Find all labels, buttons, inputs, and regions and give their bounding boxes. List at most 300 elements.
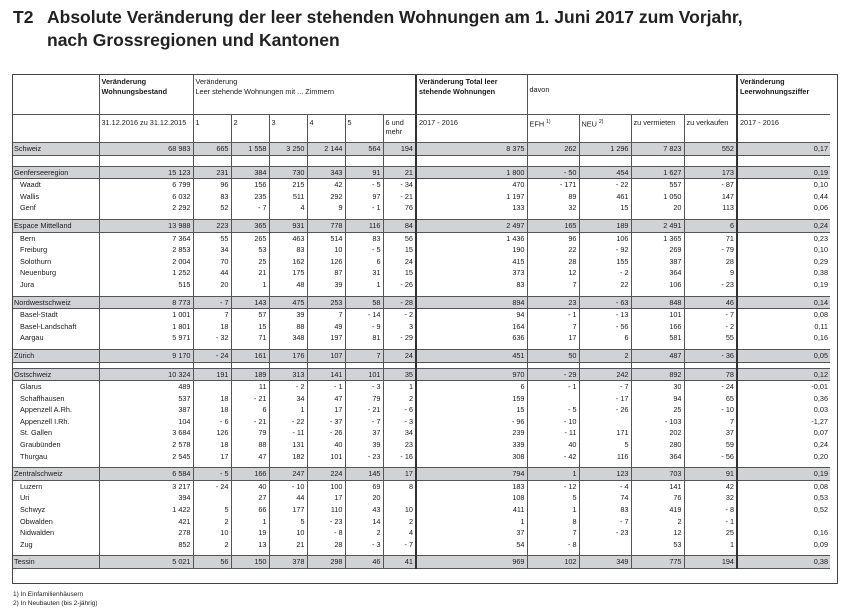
value-cell: 32 <box>527 202 579 214</box>
value-cell: 2 <box>193 516 231 528</box>
value-cell: 253 <box>307 296 345 309</box>
value-cell: 794 <box>416 468 527 481</box>
value-cell: - 7 <box>383 539 416 551</box>
header-r1: 1 <box>193 115 231 143</box>
value-cell: 0,53 <box>737 492 830 504</box>
value-cell: 278 <box>99 527 193 539</box>
value-cell: 183 <box>416 480 527 492</box>
value-cell: 15 <box>579 202 631 214</box>
value-cell: 552 <box>684 143 737 156</box>
value-cell: - 10 <box>269 480 307 492</box>
canton-row <box>12 279 830 291</box>
value-cell: 636 <box>416 332 527 344</box>
value-cell: 133 <box>416 202 527 214</box>
value-cell: - 50 <box>527 166 579 179</box>
value-cell: 18 <box>193 393 231 405</box>
value-cell: 970 <box>416 368 527 381</box>
value-cell: 242 <box>579 368 631 381</box>
value-cell: 0,44 <box>737 191 830 203</box>
value-cell: - 4 <box>579 480 631 492</box>
value-cell: 14 <box>345 516 383 528</box>
value-cell: 778 <box>307 219 345 232</box>
value-cell: 247 <box>269 468 307 481</box>
value-cell: 378 <box>269 556 307 569</box>
row-label: Bern <box>20 233 36 243</box>
value-cell: 18 <box>193 321 231 333</box>
row-label: Waadt <box>20 180 41 190</box>
value-cell: - 14 <box>345 309 383 321</box>
value-cell: 15 <box>231 321 269 333</box>
value-cell: - 26 <box>579 404 631 416</box>
value-cell: 2 491 <box>631 219 684 232</box>
value-cell: 156 <box>231 179 269 191</box>
value-cell: 470 <box>416 179 527 191</box>
value-cell: - 32 <box>193 332 231 344</box>
value-cell: 17 <box>307 404 345 416</box>
value-cell: 116 <box>579 451 631 463</box>
value-cell: 101 <box>345 368 383 381</box>
canton-row <box>12 516 830 528</box>
value-cell: 365 <box>231 219 269 232</box>
value-cell: - 29 <box>527 368 579 381</box>
row-label: Thurgau <box>20 451 48 461</box>
value-cell: 22 <box>527 244 579 256</box>
value-cell: 83 <box>416 279 527 291</box>
value-cell: 52 <box>193 202 231 214</box>
value-cell: 94 <box>631 393 684 405</box>
region-row <box>12 556 830 569</box>
canton-row <box>12 191 830 203</box>
value-cell: 104 <box>99 416 193 428</box>
value-cell: - 10 <box>527 416 579 428</box>
value-cell: 17 <box>527 332 579 344</box>
value-cell: 191 <box>193 368 231 381</box>
header-zimmer-title: Veränderung <box>195 77 238 86</box>
value-cell: 10 <box>269 527 307 539</box>
header-ziffer-period: 2017 - 2016 <box>737 115 830 143</box>
region-row <box>12 368 830 381</box>
value-cell: -1,27 <box>737 416 830 428</box>
value-cell: 194 <box>383 143 416 156</box>
value-cell: - 2 <box>269 381 307 393</box>
value-cell: 147 <box>684 191 737 203</box>
value-cell: 280 <box>631 439 684 451</box>
value-cell: 83 <box>579 504 631 516</box>
header-total-period: 2017 - 2016 <box>416 115 527 143</box>
value-cell: 15 <box>383 267 416 279</box>
value-cell: - 7 <box>345 416 383 428</box>
value-cell: 15 <box>383 244 416 256</box>
value-cell: 5 <box>269 516 307 528</box>
value-cell: 94 <box>416 309 527 321</box>
value-cell: - 21 <box>345 404 383 416</box>
canton-row <box>12 321 830 333</box>
value-cell: 9 <box>307 202 345 214</box>
value-cell: - 2 <box>684 321 737 333</box>
value-cell: 49 <box>307 321 345 333</box>
value-cell: 1 436 <box>416 232 527 244</box>
value-cell: - 7 <box>231 202 269 214</box>
value-cell: 56 <box>193 556 231 569</box>
canton-row <box>12 480 830 492</box>
value-cell: - 7 <box>579 516 631 528</box>
header-ziffer: Veränderung Leerwohnungsziffer <box>737 74 830 115</box>
value-cell: - 29 <box>383 332 416 344</box>
value-cell: 0,29 <box>737 256 830 268</box>
value-cell: 2 578 <box>99 439 193 451</box>
row-label: Schaffhausen <box>20 393 65 403</box>
value-cell: 224 <box>307 468 345 481</box>
value-cell: 182 <box>269 451 307 463</box>
value-cell: 2 545 <box>99 451 193 463</box>
value-cell: 28 <box>307 539 345 551</box>
value-cell: 231 <box>193 166 231 179</box>
region-row <box>12 349 830 362</box>
value-cell: - 23 <box>684 279 737 291</box>
value-cell: 110 <box>307 504 345 516</box>
value-cell: 107 <box>307 349 345 362</box>
value-cell: 2 <box>383 393 416 405</box>
value-cell: - 87 <box>684 179 737 191</box>
value-cell: -0,01 <box>737 381 830 393</box>
value-cell: 384 <box>231 166 269 179</box>
value-cell: 145 <box>345 468 383 481</box>
value-cell: 1 <box>383 381 416 393</box>
value-cell: 581 <box>631 332 684 344</box>
value-cell: 25 <box>231 256 269 268</box>
value-cell: 308 <box>416 451 527 463</box>
value-cell: 141 <box>307 368 345 381</box>
row-label: Solothurn <box>20 256 52 266</box>
value-cell: - 3 <box>383 416 416 428</box>
row-label: Nordwestschweiz <box>12 296 99 309</box>
value-cell: - 26 <box>383 279 416 291</box>
value-cell: 387 <box>99 404 193 416</box>
value-cell: 58 <box>345 296 383 309</box>
value-cell: 37 <box>684 427 737 439</box>
value-cell: 421 <box>99 516 193 528</box>
footnote-ref-1: 1) <box>546 119 551 125</box>
value-cell: - 36 <box>684 349 737 362</box>
value-cell: 419 <box>631 504 684 516</box>
value-cell: - 5 <box>345 179 383 191</box>
value-cell: 12 <box>631 527 684 539</box>
value-cell: 2 004 <box>99 256 193 268</box>
row-label: Tessin <box>12 556 99 569</box>
header-r3: 3 <box>269 115 307 143</box>
value-cell: - 171 <box>527 179 579 191</box>
value-cell: 557 <box>631 179 684 191</box>
value-cell: 6 584 <box>99 468 193 481</box>
value-cell: 55 <box>193 232 231 244</box>
value-cell: 1 <box>684 539 737 551</box>
value-cell: 18 <box>193 439 231 451</box>
row-label: Genferseeregion <box>12 166 99 179</box>
value-cell: 91 <box>345 166 383 179</box>
value-cell: 7 823 <box>631 143 684 156</box>
value-cell: 7 <box>193 309 231 321</box>
value-cell: 101 <box>307 451 345 463</box>
row-label: Obwalden <box>20 516 53 526</box>
value-cell: 8 <box>383 480 416 492</box>
row-label: Schweiz <box>12 143 99 156</box>
value-cell: - 8 <box>307 527 345 539</box>
value-cell: 298 <box>307 556 345 569</box>
value-cell <box>527 393 579 405</box>
value-cell: 53 <box>631 539 684 551</box>
value-cell: - 37 <box>307 416 345 428</box>
value-cell: 1 422 <box>99 504 193 516</box>
value-cell: 65 <box>684 393 737 405</box>
value-cell: 7 <box>527 279 579 291</box>
value-cell: 7 <box>527 321 579 333</box>
value-cell: 564 <box>345 143 383 156</box>
value-cell: 197 <box>307 332 345 344</box>
value-cell: 31 <box>345 267 383 279</box>
value-cell: 1 <box>416 516 527 528</box>
value-cell: - 22 <box>579 179 631 191</box>
value-cell: 3 217 <box>99 480 193 492</box>
value-cell: 19 <box>231 527 269 539</box>
value-cell: 68 983 <box>99 143 193 156</box>
value-cell: 27 <box>231 492 269 504</box>
value-cell: 415 <box>416 256 527 268</box>
value-cell: 66 <box>231 504 269 516</box>
row-label: Appenzell A.Rh. <box>20 405 72 415</box>
value-cell: 83 <box>269 244 307 256</box>
value-cell: 1 001 <box>99 309 193 321</box>
value-cell: - 8 <box>527 539 579 551</box>
value-cell <box>193 381 231 393</box>
value-cell: 18 <box>193 404 231 416</box>
value-cell: - 21 <box>231 393 269 405</box>
value-cell: 13 988 <box>99 219 193 232</box>
value-cell: 0,24 <box>737 219 830 232</box>
value-cell: 0,10 <box>737 244 830 256</box>
canton-row <box>12 427 830 439</box>
value-cell: 28 <box>527 256 579 268</box>
value-cell: 43 <box>345 504 383 516</box>
value-cell: 6 <box>684 219 737 232</box>
total-row <box>12 143 830 156</box>
value-cell: 0,52 <box>737 504 830 516</box>
value-cell: - 9 <box>345 321 383 333</box>
value-cell: 10 <box>193 527 231 539</box>
value-cell: 189 <box>579 219 631 232</box>
value-cell: 6 032 <box>99 191 193 203</box>
value-cell: 173 <box>684 166 737 179</box>
value-cell: 25 <box>684 527 737 539</box>
value-cell: 892 <box>631 368 684 381</box>
value-cell: 313 <box>269 368 307 381</box>
value-cell: 1 <box>231 279 269 291</box>
value-cell: 0,20 <box>737 451 830 463</box>
value-cell: - 17 <box>579 393 631 405</box>
value-cell: 32 <box>684 492 737 504</box>
row-label: St. Gallen <box>20 428 53 438</box>
title-line-2: nach Grossregionen und Kantonen <box>47 30 340 50</box>
value-cell: 194 <box>684 556 737 569</box>
value-cell: 69 <box>345 480 383 492</box>
value-cell: 848 <box>631 296 684 309</box>
value-cell: 730 <box>269 166 307 179</box>
title-line-1: Absolute Veränderung der leer stehenden Wohnungen am 1. Juni 2017 zum Vorjahr, <box>47 7 743 27</box>
value-cell: - 16 <box>383 451 416 463</box>
header-r2: 2 <box>231 115 269 143</box>
value-cell: 141 <box>631 480 684 492</box>
value-cell: 88 <box>231 439 269 451</box>
value-cell: 2 853 <box>99 244 193 256</box>
canton-row <box>12 393 830 405</box>
value-cell: 102 <box>527 556 579 569</box>
footnote-1: 1) In Einfamilienhäusern <box>13 591 84 598</box>
value-cell: 39 <box>345 439 383 451</box>
row-label: Wallis <box>20 191 40 201</box>
row-label: Aargau <box>20 333 44 343</box>
value-cell: 0,19 <box>737 468 830 481</box>
value-cell: 8 375 <box>416 143 527 156</box>
value-cell: 161 <box>231 349 269 362</box>
value-cell: 189 <box>231 368 269 381</box>
header-total: Veränderung Total leer stehende Wohnungen <box>416 74 527 115</box>
value-cell: 91 <box>684 468 737 481</box>
value-cell: 0,11 <box>737 321 830 333</box>
value-cell: - 1 <box>527 309 579 321</box>
value-cell: 394 <box>99 492 193 504</box>
value-cell: 35 <box>383 368 416 381</box>
value-cell: 48 <box>269 279 307 291</box>
value-cell: 76 <box>383 202 416 214</box>
value-cell: 17 <box>307 492 345 504</box>
value-cell: 0,07 <box>737 427 830 439</box>
value-cell: 79 <box>231 427 269 439</box>
value-cell: 87 <box>307 267 345 279</box>
value-cell: 8 <box>527 516 579 528</box>
value-cell: 71 <box>231 332 269 344</box>
value-cell: - 56 <box>579 321 631 333</box>
value-cell <box>193 492 231 504</box>
row-label: Schwyz <box>20 505 46 515</box>
value-cell: 106 <box>579 232 631 244</box>
value-cell: 20 <box>345 492 383 504</box>
row-label: Uri <box>20 493 30 503</box>
value-cell: 40 <box>231 480 269 492</box>
region-row <box>12 166 830 179</box>
value-cell: 7 <box>527 527 579 539</box>
value-cell: 349 <box>579 556 631 569</box>
value-cell: - 92 <box>579 244 631 256</box>
value-cell: 39 <box>307 279 345 291</box>
value-cell: 7 <box>684 416 737 428</box>
value-cell: - 12 <box>527 480 579 492</box>
header-verkaufen: zu verkaufen <box>684 115 737 143</box>
canton-row <box>12 309 830 321</box>
value-cell: 1 <box>345 279 383 291</box>
value-cell: 30 <box>631 381 684 393</box>
value-cell: 1 <box>231 516 269 528</box>
value-cell: 74 <box>579 492 631 504</box>
value-cell: 0,36 <box>737 393 830 405</box>
value-cell: 0,19 <box>737 166 830 179</box>
header-davon-label: davon <box>529 85 550 94</box>
value-cell: 143 <box>231 296 269 309</box>
value-cell: - 1 <box>345 202 383 214</box>
canton-row <box>12 232 830 244</box>
value-cell: - 24 <box>193 480 231 492</box>
value-cell: 97 <box>345 191 383 203</box>
value-cell: - 26 <box>307 427 345 439</box>
value-cell: 239 <box>416 427 527 439</box>
row-label: Neuenburg <box>20 268 57 278</box>
value-cell: 262 <box>527 143 579 156</box>
value-cell: 3 <box>383 321 416 333</box>
value-cell: 20 <box>193 279 231 291</box>
value-cell: 0,16 <box>737 332 830 344</box>
value-cell: - 28 <box>383 296 416 309</box>
value-cell: 969 <box>416 556 527 569</box>
value-cell: 177 <box>269 504 307 516</box>
canton-row <box>12 179 830 191</box>
value-cell: 1 050 <box>631 191 684 203</box>
value-cell: 364 <box>631 267 684 279</box>
header-zimmer <box>193 74 416 115</box>
value-cell: 106 <box>631 279 684 291</box>
value-cell: 1 252 <box>99 267 193 279</box>
value-cell: 339 <box>416 439 527 451</box>
value-cell: 775 <box>631 556 684 569</box>
header-r6: 6 und mehr <box>383 115 416 143</box>
value-cell: - 5 <box>345 244 383 256</box>
value-cell: 190 <box>416 244 527 256</box>
value-cell: 0,06 <box>737 202 830 214</box>
value-cell: 1 <box>527 468 579 481</box>
value-cell: 10 324 <box>99 368 193 381</box>
value-cell: 55 <box>684 332 737 344</box>
value-cell: 537 <box>99 393 193 405</box>
value-cell: 25 <box>631 404 684 416</box>
value-cell: 215 <box>269 179 307 191</box>
value-cell: 47 <box>307 393 345 405</box>
value-cell: 15 123 <box>99 166 193 179</box>
value-cell: 126 <box>193 427 231 439</box>
value-cell: - 7 <box>684 309 737 321</box>
value-cell: 96 <box>193 179 231 191</box>
value-cell: 7 <box>345 349 383 362</box>
value-cell: - 21 <box>231 416 269 428</box>
value-cell: - 24 <box>193 349 231 362</box>
value-cell: 57 <box>231 309 269 321</box>
header-efh-label: EFH <box>529 119 545 129</box>
value-cell: 162 <box>269 256 307 268</box>
header-vermieten: zu vermieten <box>631 115 684 143</box>
value-cell: 6 <box>579 332 631 344</box>
value-cell: - 7 <box>579 381 631 393</box>
value-cell: 131 <box>269 439 307 451</box>
header-r4: 4 <box>307 115 345 143</box>
value-cell: - 1 <box>684 516 737 528</box>
row-label: Graubünden <box>20 440 61 450</box>
value-cell: 0,17 <box>737 143 830 156</box>
value-cell: 56 <box>383 232 416 244</box>
value-cell: - 3 <box>345 381 383 393</box>
value-cell: 70 <box>193 256 231 268</box>
value-cell: 24 <box>383 256 416 268</box>
value-cell: 123 <box>579 468 631 481</box>
value-cell: 7 364 <box>99 232 193 244</box>
value-cell: 202 <box>631 427 684 439</box>
value-cell: 665 <box>193 143 231 156</box>
value-cell: 89 <box>527 191 579 203</box>
